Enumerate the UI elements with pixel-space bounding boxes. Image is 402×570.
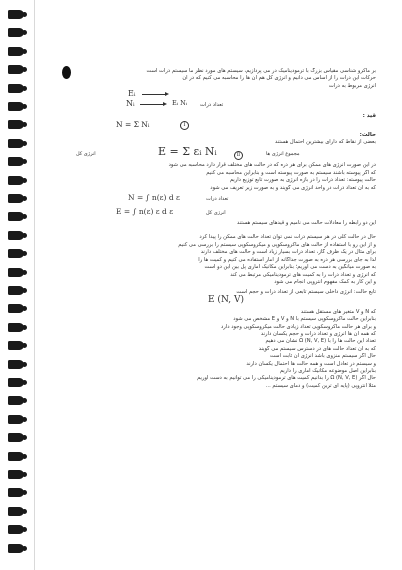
arrow	[142, 94, 166, 95]
particle-count-row	[76, 100, 376, 110]
symbol-n-i: Nᵢ	[126, 99, 135, 109]
note-line: که همه آن ها انرژی و تعداد ذرات و حجم یکسان دارند	[260, 330, 376, 337]
spiral-ring	[8, 507, 24, 516]
equation-number: Ⅰ	[180, 121, 189, 130]
spiral-ring	[8, 323, 24, 332]
spiral-ring	[8, 341, 24, 350]
integral-equations	[76, 192, 376, 220]
note-line: به صورت میانگین به دست می آوریم؛ بنابراین مکانیک آماری پل بین این دو است	[204, 264, 376, 271]
equation-n-integral: N = ∫ n(ε) d ε	[128, 193, 180, 203]
spiral-ring	[8, 84, 24, 93]
note-line: بعضی از نقاط که دارای بیشترین احتمال هستند	[275, 139, 376, 146]
equation-number: Ⅱ	[234, 151, 243, 160]
note-line: بر ماکرو شناسی مقیاس بزرگ با ترمودینامیک در می پردازیم، سیستم های مورد نظر ما سیستم ذرات است	[146, 68, 376, 74]
energy-equation-block	[76, 146, 376, 162]
spiral-ring	[8, 488, 24, 497]
note-line: و این کار به کمک مفهوم آنتروپی انجام می شود	[274, 278, 376, 285]
spiral-ring	[8, 304, 24, 313]
spiral-ring	[8, 28, 24, 37]
spiral-ring	[8, 157, 24, 166]
note-line: حالت پیوسته: تعداد ذرات را در بازه انرژی به صورت تابع توزیع داریم	[229, 177, 376, 184]
note-line: تابع حالت: انرژی داخلی سیستم تابعی از تعداد ذرات و حجم است	[236, 289, 376, 296]
spiral-ring	[8, 433, 24, 442]
spiral-ring	[8, 378, 24, 387]
note-line: که N و V متغیر های مستقل هستند	[300, 308, 376, 315]
note-line: که اگر پیوسته باشند سیستم به صورت پیوسته است و بنابراین محاسبه می کنیم	[206, 169, 376, 176]
note-line: قید :	[362, 113, 376, 120]
spiral-ring	[8, 47, 24, 56]
punch-hole	[62, 66, 71, 79]
note-line: حال اگر (N, V, E) Ω را بدانیم کمیت های ترمودینامیکی را می توانیم به دست آوریم	[197, 375, 376, 382]
note-line: در این صورت انرژی های ممکن برای هر ذره که در حالت های مختلف قرار دارد محاسبه می شود	[168, 162, 376, 169]
energy-label: انرژی کل	[76, 151, 96, 158]
note-line: برای مثال در یک ظرف گاز، تعداد ذرات بسیار زیاد است و حالت های مختلف دارند	[200, 249, 376, 256]
spiral-ring	[8, 65, 24, 74]
symbol-e-i: Eᵢ	[128, 89, 136, 99]
spiral-ring	[8, 286, 24, 295]
note-line: که انرژی و تعداد ذرات را به کمیت های ترمودینامیکی مرتبط می کند	[230, 271, 376, 278]
spiral-ring	[8, 194, 24, 203]
spiral-ring	[8, 544, 24, 553]
spiral-ring	[8, 176, 24, 185]
note-line: لذا به جای بررسی هر ذره به صورت جداگانه از آمار استفاده می کنیم و کمیت ها را	[198, 256, 376, 263]
equation-e-n-v: E (N, V)	[208, 294, 244, 305]
spiral-ring	[8, 249, 24, 258]
note-line: حال اگر سیستم منزوی باشد انرژی آن ثابت است	[270, 353, 376, 360]
note-line: این دو رابطه را معادلات حالت می نامیم و قیدهای سیستم هستند	[237, 220, 376, 227]
spiral-ring	[8, 452, 24, 461]
equation-e-sum: E = Σ εᵢ Nᵢ	[158, 145, 217, 159]
handwritten-notes	[76, 68, 376, 390]
spiral-ring	[8, 10, 24, 19]
spiral-ring	[8, 415, 24, 424]
symbol-e-i-n-i: Eᵢ Nᵢ	[172, 99, 188, 108]
spiral-ring	[8, 396, 24, 405]
spiral-ring	[8, 139, 24, 148]
note-line: مثلاً آنتروپی (پایه ای ترین کمیت) و دمای سیستم ...	[265, 382, 376, 389]
margin-line	[34, 0, 35, 570]
note-line: حرکات این ذرات را از اساس می دانیم و انرژی کل هم آن ها را محاسبه می کنیم که در آن	[182, 75, 376, 82]
equation-e-integral: E = ∫ n(ε) ε d ε	[116, 207, 174, 217]
note-line: حالت:	[359, 131, 376, 138]
arrow	[140, 104, 164, 105]
spiral-ring	[8, 525, 24, 534]
spiral-ring	[8, 120, 24, 129]
note-line: حال در حالت کلی در هر سیستم ذرات نمی توان تعداد حالت های ممکن را پیدا کرد	[199, 234, 376, 241]
levels-label: تعداد ذرات	[200, 102, 224, 109]
constraint-formula	[76, 121, 376, 132]
integral-note: تعداد ذرات	[206, 196, 229, 203]
note-line: و از این رو با استفاده از حالت های ماکروسکوپی و میکروسکوپی سیستم را بررسی می کنیم	[178, 241, 376, 248]
spiral-ring	[8, 470, 24, 479]
spiral-binding	[8, 10, 26, 565]
spiral-ring	[8, 360, 24, 369]
note-line: بنابراین اصل موضوعه مکانیک آماری را داریم	[279, 367, 376, 374]
note-line: و برای هر حالت ماکروسکوپی تعداد زیادی حالت میکروسکوپی وجود دارد	[220, 323, 376, 330]
note-line: تعداد این حالت ها را با Ω (N, V, E) نشان می دهیم	[265, 338, 376, 345]
note-line: و سیستم در تعادل است و همه حالت ها احتمال یکسان دارند	[246, 360, 376, 367]
spiral-ring	[8, 102, 24, 111]
note-line: بنابراین حالت ماکروسکوپی سیستم با N و V و E مشخص می شود	[233, 316, 376, 323]
note-line: که به آن تعداد ذرات در واحد انرژی می گویند و به صورت زیر تعریف می شود	[210, 184, 376, 191]
equation-n-sum: N = Σ Nᵢ	[116, 119, 150, 129]
energy-level-row	[76, 90, 376, 100]
spiral-ring	[8, 268, 24, 277]
spiral-ring	[8, 212, 24, 221]
note-line: که به آن تعداد حالت های در دسترس سیستم می گویند	[258, 345, 376, 352]
integral-note: انرژی کل	[206, 210, 226, 217]
note-line: انرژی مربوط به ذرات	[328, 82, 376, 89]
spiral-ring	[8, 231, 24, 240]
energy-side-note: مجموع انرژی ها	[266, 151, 300, 158]
